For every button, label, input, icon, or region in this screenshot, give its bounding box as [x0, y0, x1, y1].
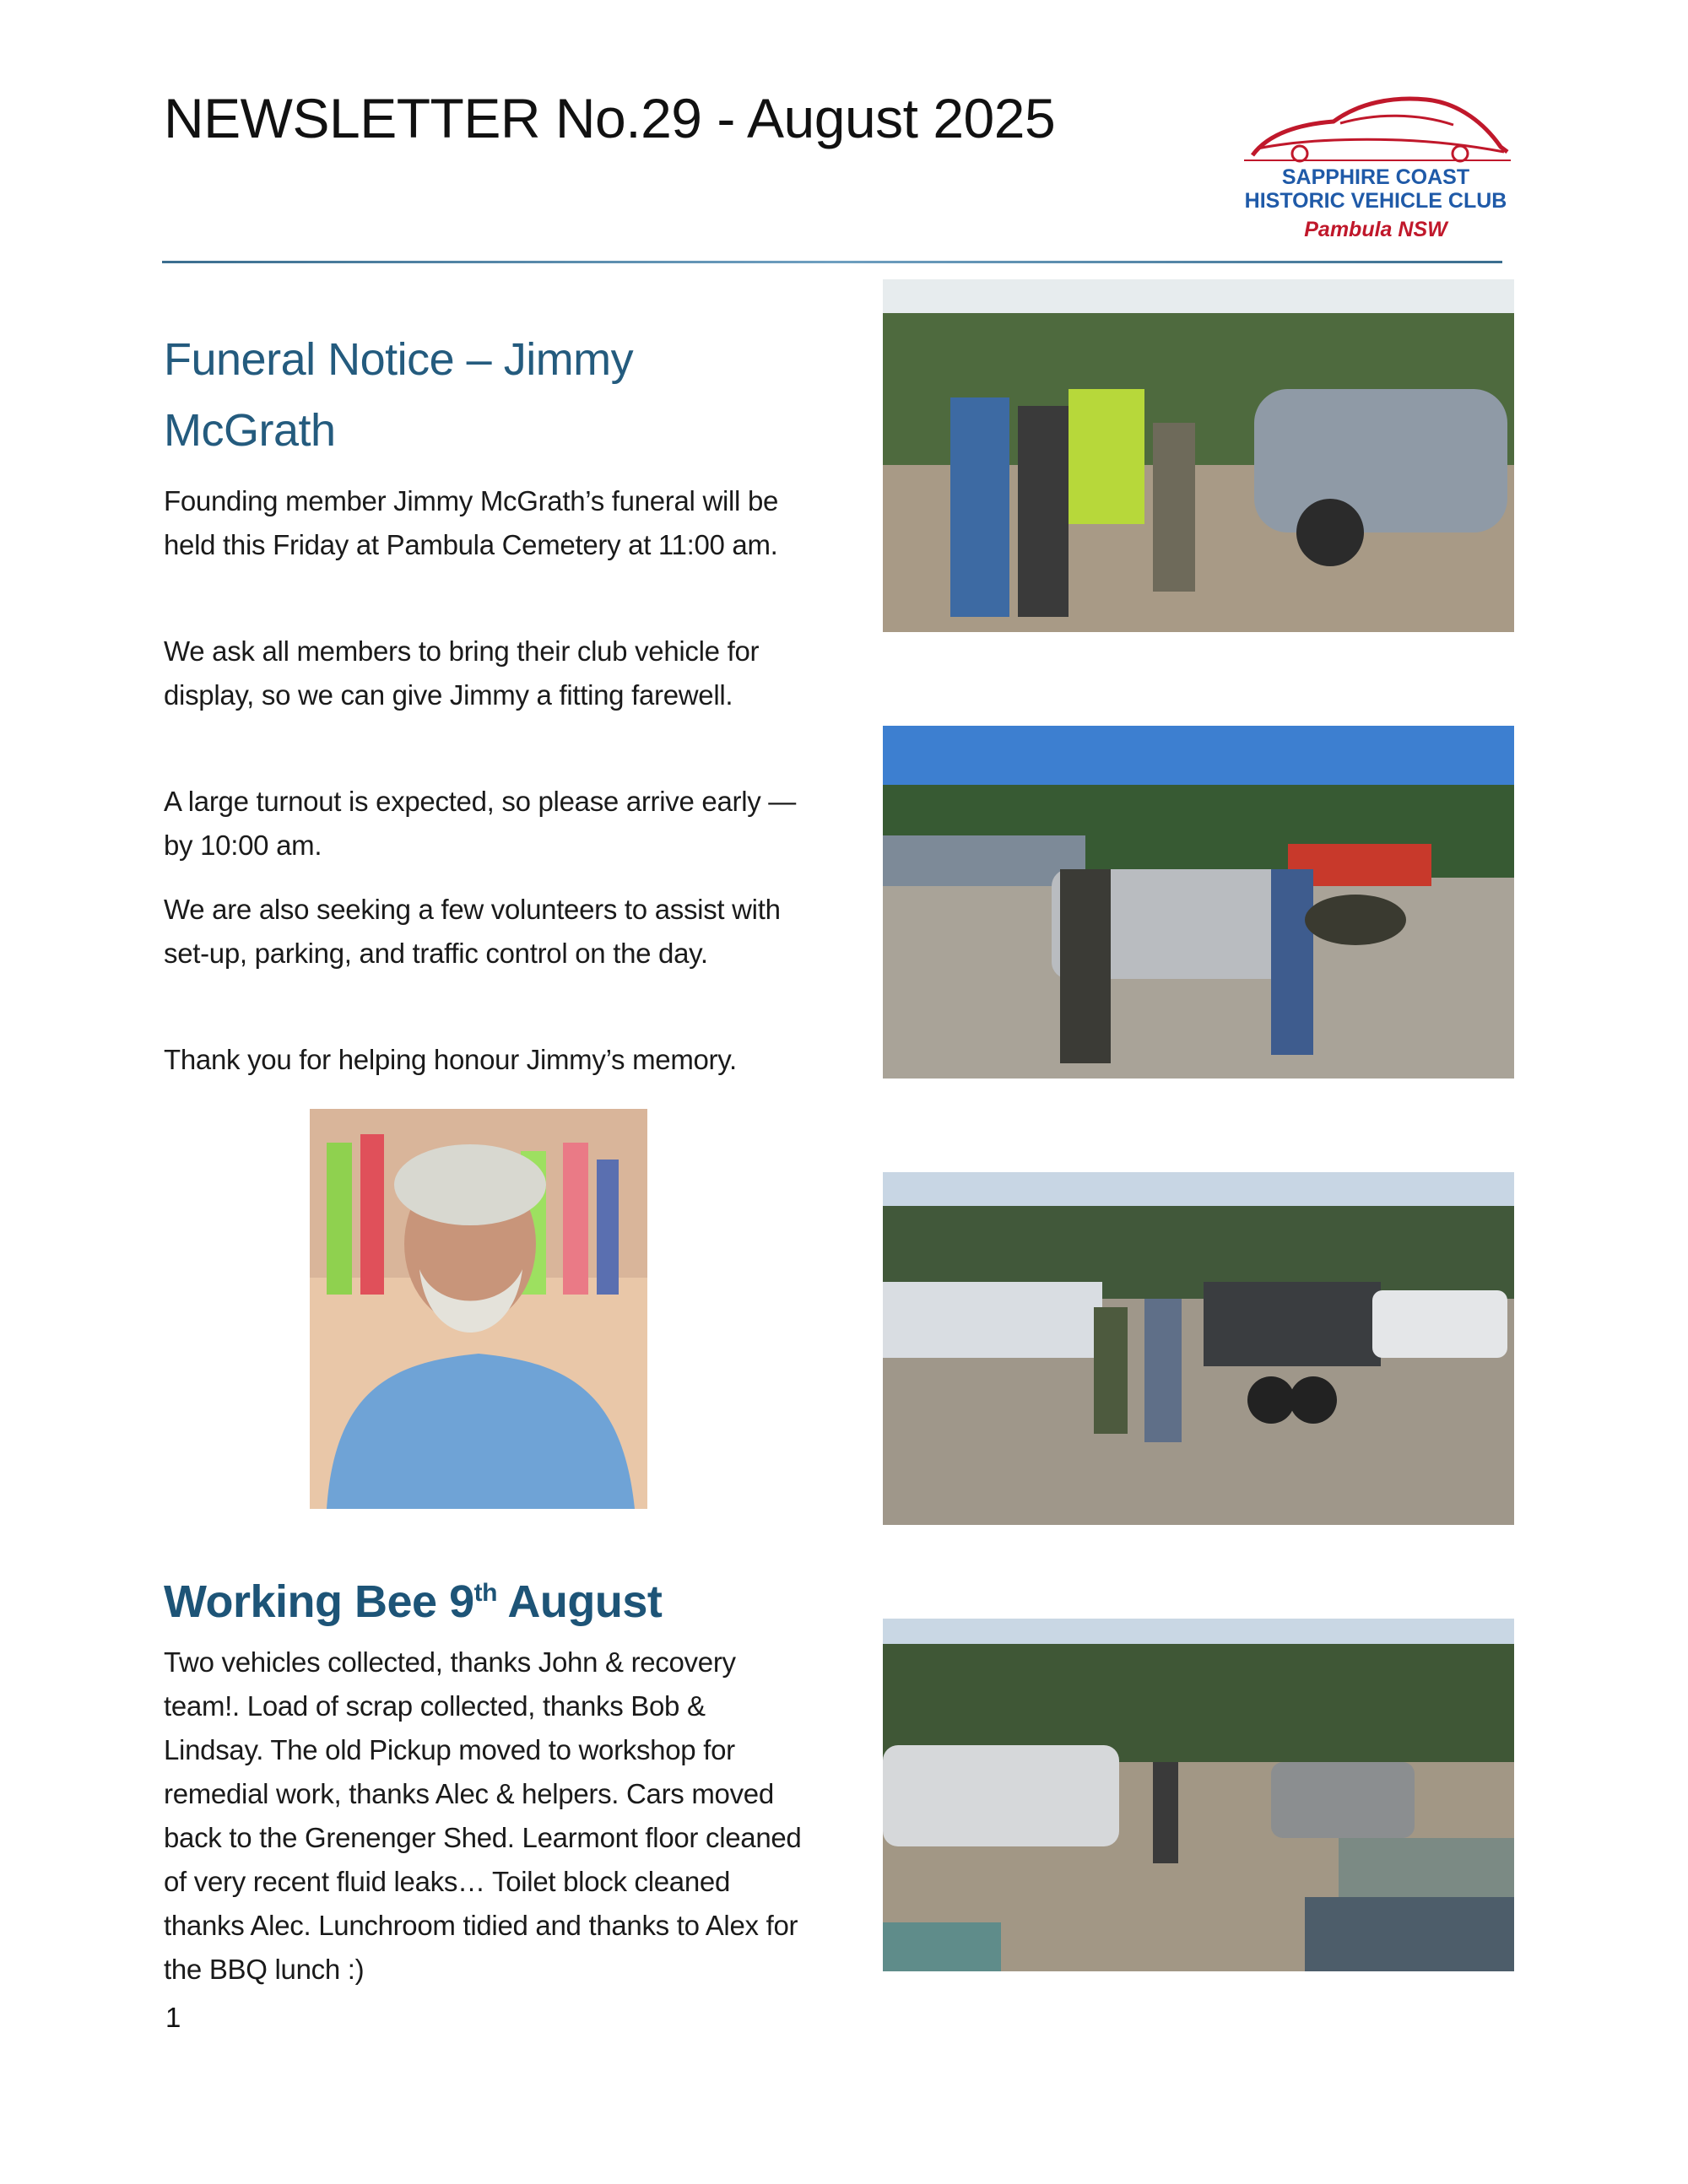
funeral-paragraph: Founding member Jimmy McGrath’s funeral will be held this Friday at Pambula Cemetery at 11:00 am.: [164, 485, 779, 560]
working-bee-photo-3: [883, 1172, 1514, 1525]
club-logo: [1232, 88, 1519, 257]
header-divider: [162, 261, 1502, 263]
working-bee-paragraph: Two vehicles collected, thanks John & recovery team!. Load of scrap collected, thanks Bob & Lindsay. The old Pickup moved to workshop for remedial work, thanks Alec & helpers. Cars moved back to the Grenenger Shed. Learmont floor cleaned of very recent fluid leaks… Toilet block cleaned thanks Alec. Lunchroom tidied and thanks to Alex for the BBQ lunch :): [164, 1646, 802, 1985]
funeral-paragraph: Thank you for helping honour Jimmy’s memory.: [164, 1044, 737, 1075]
funeral-paragraph: We are also seeking a few volunteers to assist with set-up, parking, and traffic control on the day.: [164, 894, 781, 969]
working-bee-heading: [164, 1558, 923, 1637]
working-bee-heading-main: Working Bee 9: [164, 1576, 474, 1627]
newsletter-title: NEWSLETTER No.29 - August 2025: [164, 87, 1056, 149]
working-bee-heading-sup: th: [473, 1579, 497, 1607]
logo-line-2: HISTORIC VEHICLE CLUB: [1244, 189, 1507, 213]
funeral-paragraph: A large turnout is expected, so please arrive early — by 10:00 am.: [164, 786, 796, 861]
working-bee-photo-4: [883, 1619, 1514, 1971]
logo-line-1: SAPPHIRE COAST: [1281, 165, 1470, 189]
working-bee-photo-2: [883, 726, 1514, 1078]
page-number: 1: [165, 2002, 181, 2033]
funeral-heading: [164, 324, 771, 466]
funeral-heading-line-1: Funeral Notice – Jimmy: [164, 334, 634, 385]
jimmy-portrait-photo: [310, 1109, 647, 1509]
funeral-heading-line-2: McGrath: [164, 405, 336, 456]
working-bee-heading-end: August: [496, 1576, 663, 1627]
funeral-paragraph: We ask all members to bring their club vehicle for display, so we can give Jimmy a fitting farewell.: [164, 635, 760, 711]
vintage-car-logo-icon: [1232, 88, 1519, 165]
working-bee-photo-1: [883, 279, 1514, 632]
logo-line-3: Pambula NSW: [1304, 218, 1447, 241]
